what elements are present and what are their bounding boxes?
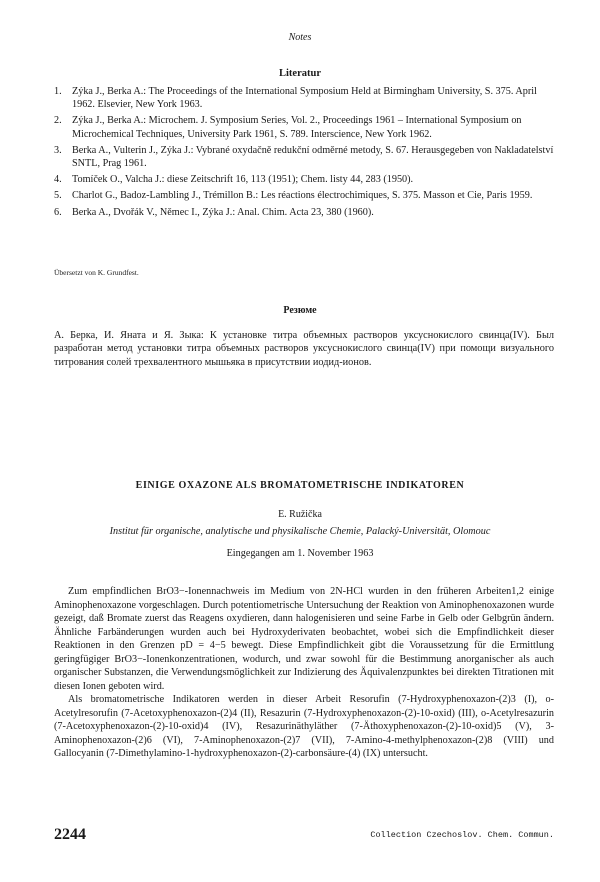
page-number: 2244	[54, 826, 86, 843]
reference-text: Zýka J., Berka A.: Microchem. J. Symposium Series, Vol. 2., Proceedings 1961 – International Symposium on Microchemical Techniques, University Park 1961, S. 789. Interscience, New York 1962.	[72, 115, 522, 140]
reference-text: Tomíček O., Valcha J.: diese Zeitschrift 16, 113 (1951); Chem. listy 44, 283 (1950).	[72, 174, 414, 186]
reference-number: 4.	[54, 174, 62, 186]
reference-text: Charlot G., Badoz-Lambling J., Trémillon B.: Les réactions électrochimiques, S. 375. Masson et Cie, Paris 1959.	[72, 190, 533, 202]
reference-number: 2.	[54, 115, 62, 127]
reference-item	[54, 189, 554, 202]
reference-number: 6.	[54, 206, 62, 218]
reference-item	[54, 173, 554, 186]
received-date: Eingegangen am 1. November 1963	[226, 548, 374, 559]
reference-list	[54, 85, 554, 222]
reference-text: Berka A., Dvořák V., Němec I., Zýka J.: Anal. Chim. Acta 23, 380 (1960).	[72, 206, 374, 218]
reference-number: 1.	[54, 86, 62, 97]
article-author: E. Ružička	[278, 509, 322, 520]
article-title: EINIGE OXAZONE ALS BROMATOMETRISCHE INDIKATOREN	[135, 480, 465, 491]
reference-text: Berka A., Vulterin J., Zýka J.: Vybrané oxydačně redukční odměrné metody, S. 67. Herausgegeben von Nakladatelství SNTL, Prag 1961.	[72, 144, 554, 170]
translator-note: Übersetzt von K. Grundfest.	[54, 268, 139, 277]
resume-text: А. Берка, И. Яната и Я. Зыка: К установке титра объемных растворов уксуснокислого свинца(IV). Был разработан метод установки титра объемных растворов уксуснокислого свинца(IV) при помощи визуального титрования солей трехвалентного мышьяка в присутствии иодид-ионов.	[54, 330, 554, 368]
reference-item	[54, 114, 554, 140]
reference-number: 5.	[54, 190, 62, 202]
resume-heading: Резюме	[283, 305, 317, 316]
reference-text: Zýka J., Berka A.: The Proceedings of the International Symposium Held at Birmingham University, S. 375. April 1962. Elsevier, New York 1963.	[72, 86, 537, 111]
body-paragraph: Zum empfindlichen BrO3−-Ionennachweis im Medium von 2N-HCl wurden in den früheren Arbeiten1,2 einige Aminophenoxazone vorgeschlagen. Durch potentiometrische Untersuchung der Reaktion von Aminophenoxazonen wurde gezeigt, daß Bromate zuerst das Reagens oxydieren, dann halogenisieren und seine Farbe in Gelb oder Gelbgrün ändern. Ähnliche Farbänderungen wurden auch bei Hydroxyderivaten beobachtet, wobei sich die Empfindlichkeit dieser Reaktionen in den Grenzen pD = 4−5 bewegt. Diese Empfindlichkeit gibt die Voraussetzung für die Ermittlung geringfügiger BrO3−-Ionenkonzentrationen, wodurch, und zwar sowohl für die Bestimmung anorganischer als auch organischer Substanzen, die Verwendungsmöglichkeit zur Indizierung des Äquivalenzpunktes bei direkten Titrationen mit diesen Ionen geboten wird.	[54, 586, 554, 692]
article-body	[54, 585, 554, 761]
reference-item	[54, 144, 554, 170]
journal-name: Collection Czechoslov. Chem. Commun.	[370, 830, 554, 840]
reference-number: 3.	[54, 144, 62, 156]
article-institute: Institut für organische, analytische und physikalische Chemie, Palacký-Universität, Olomouc	[109, 526, 491, 537]
body-paragraph: Als bromatometrische Indikatoren werden in dieser Arbeit Resorufin (7-Hydroxyphenoxazon-(2)3 (I), o-Acetylresorufin (7-Acetoxyphenoxazon-(2)4 (II), Resazurin (7-Hydroxyphenoxazon-(2)-10-oxid) (III), o-Acetylresazurin (7-Acetoxyphenoxazon-(2)-10-oxid)4 (IV), Resazurinäthyläther (7-Äthoxyphenoxazon-(2)-10-oxid)5 (V), 3-Aminophenoxazon-(2)6 (VI), 7-Aminophenoxazon-(2)7 (VII), 7-Amino-4-methylphenoxazon-(2)8 (VIII) und Gallocyanin (7-Dimethylamino-1-hydroxyphenoxazon-(2)-carbonsäure-(4) (IX) untersucht.	[54, 694, 554, 759]
running-header: Notes	[288, 32, 312, 43]
literatur-heading: Literatur	[279, 68, 321, 79]
reference-item	[54, 206, 554, 219]
reference-item	[54, 85, 554, 111]
